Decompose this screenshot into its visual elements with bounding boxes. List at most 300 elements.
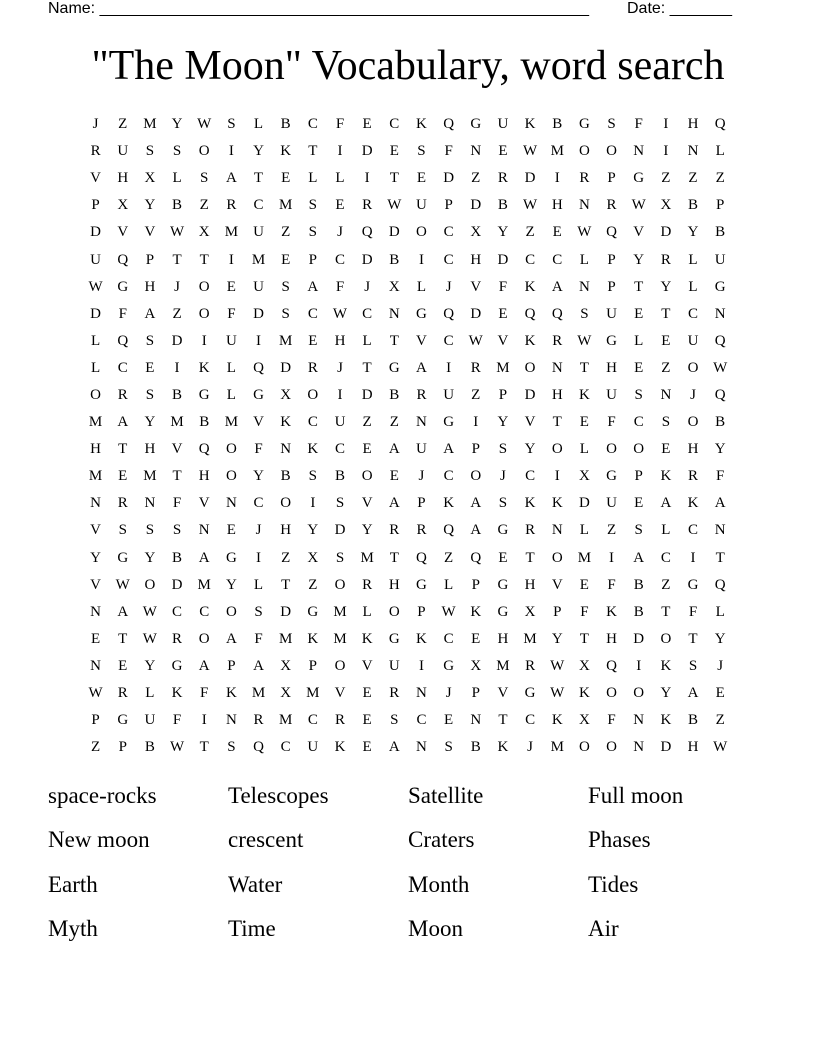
grid-row — [82, 165, 734, 192]
word-list-item: Myth — [48, 915, 98, 941]
grid-letter: X — [660, 197, 672, 214]
grid-letter: G — [416, 576, 427, 593]
grid-letter: R — [688, 468, 699, 485]
grid-letter: K — [578, 386, 590, 403]
grid-letter: P — [417, 603, 426, 620]
grid-letter: G — [497, 522, 509, 539]
grid-letter: D — [633, 630, 645, 647]
grid-letter: G — [714, 278, 726, 295]
grid-letter: E — [552, 224, 562, 241]
grid-letter: N — [198, 522, 210, 539]
grid-letter: D — [470, 305, 482, 322]
grid-letter: N — [660, 386, 672, 403]
grid-letter: I — [310, 495, 316, 512]
grid-letter: G — [633, 170, 645, 187]
grid-letter: C — [660, 549, 671, 566]
grid-letter: C — [253, 495, 264, 512]
grid-letter: Q — [443, 116, 455, 133]
grid-letter: U — [253, 224, 264, 241]
grid-letter: J — [445, 278, 452, 295]
grid-letter: B — [172, 197, 183, 214]
grid-letter: S — [498, 495, 508, 512]
grid-letter: J — [527, 739, 533, 756]
grid-letter: F — [444, 143, 453, 160]
grid-letter: V — [253, 414, 264, 431]
grid-letter: N — [687, 143, 699, 160]
grid-letter: J — [418, 468, 425, 485]
grid-letter: J — [337, 224, 343, 241]
grid-letter: U — [443, 386, 455, 403]
grid-letter: N — [470, 712, 482, 729]
grid-letter: L — [579, 251, 589, 268]
grid-row — [82, 653, 734, 680]
grid-letter: A — [443, 441, 455, 458]
grid-letter: Q — [714, 332, 726, 349]
grid-letter: U — [388, 657, 400, 674]
grid-letter: G — [198, 386, 210, 403]
grid-letter: C — [443, 224, 454, 241]
grid-letter: C — [307, 414, 318, 431]
grid-letter: H — [334, 332, 346, 349]
grid-letter: S — [335, 495, 345, 512]
grid-letter: R — [389, 685, 400, 702]
grid-letter: F — [335, 116, 345, 133]
grid-letter: E — [389, 143, 399, 160]
grid-letter: A — [388, 441, 400, 458]
grid-letter: V — [144, 224, 156, 241]
grid-letter: W — [713, 739, 728, 756]
grid-letter: O — [524, 359, 536, 376]
grid-letter: E — [362, 441, 372, 458]
grid-letter: I — [256, 332, 262, 349]
grid-letter: X — [388, 278, 400, 295]
grid-letter: K — [687, 495, 699, 512]
grid-letter: C — [199, 603, 210, 620]
grid-letter: M — [333, 630, 347, 647]
grid-row — [82, 328, 734, 355]
grid-letter: I — [418, 657, 424, 674]
grid-letter: N — [416, 414, 427, 431]
grid-letter: G — [443, 657, 455, 674]
grid-letter: E — [118, 657, 128, 674]
grid-letter: Z — [661, 170, 671, 187]
grid-letter: H — [687, 116, 699, 133]
grid-letter: Y — [551, 630, 563, 647]
grid-letter: P — [145, 251, 155, 268]
grid-letter: I — [201, 712, 207, 729]
grid-letter: D — [524, 170, 536, 187]
grid-letter: K — [443, 495, 455, 512]
grid-row — [82, 734, 734, 761]
grid-letter: N — [633, 143, 645, 160]
grid-letter: U — [253, 278, 264, 295]
grid-letter: Y — [144, 549, 156, 566]
grid-letter: E — [281, 170, 291, 187]
grid-letter: B — [470, 739, 481, 756]
grid-letter: G — [606, 468, 617, 485]
grid-letter: F — [172, 712, 182, 729]
grid-letter: D — [90, 305, 101, 322]
grid-letter: D — [280, 359, 292, 376]
grid-letter: Q — [524, 305, 536, 322]
grid-letter: J — [255, 522, 262, 539]
grid-letter: H — [280, 522, 292, 539]
grid-letter: E — [471, 630, 481, 647]
grid-letter: V — [497, 332, 509, 349]
grid-letter: D — [388, 224, 400, 241]
grid-letter: O — [361, 468, 373, 485]
grid-letter: S — [145, 386, 155, 403]
grid-letter: A — [470, 495, 482, 512]
grid-letter: I — [201, 332, 207, 349]
grid-letter: P — [553, 603, 562, 620]
grid-letter: S — [634, 522, 643, 539]
grid-letter: H — [606, 359, 617, 376]
grid-letter: L — [416, 278, 427, 295]
grid-letter: K — [660, 657, 672, 674]
grid-letter: L — [688, 251, 698, 268]
grid-row — [82, 517, 734, 544]
grid-letter: F — [688, 603, 698, 620]
grid-letter: U — [90, 251, 101, 268]
grid-letter: F — [716, 468, 725, 485]
grid-letter: E — [661, 441, 671, 458]
grid-letter: K — [470, 603, 482, 620]
grid-letter: W — [550, 685, 565, 702]
grid-letter: D — [470, 197, 482, 214]
grid-letter: Z — [172, 305, 182, 322]
grid-letter: G — [687, 576, 699, 593]
grid-letter: V — [470, 278, 482, 295]
grid-letter: M — [88, 468, 103, 485]
grid-letter: U — [714, 251, 726, 268]
grid-letter: G — [117, 549, 129, 566]
grid-letter: K — [171, 685, 183, 702]
name-field-line: Name: _______________________________________________________ — [48, 0, 589, 17]
grid-letter: N — [633, 712, 645, 729]
grid-letter: S — [145, 522, 155, 539]
grid-letter: E — [362, 685, 372, 702]
grid-letter: T — [389, 549, 399, 566]
grid-letter: O — [198, 278, 210, 295]
grid-letter: G — [606, 332, 617, 349]
grid-letter: L — [226, 386, 236, 403]
grid-letter: Q — [551, 305, 563, 322]
grid-letter: C — [334, 441, 345, 458]
grid-letter: T — [634, 278, 644, 295]
grid-letter: M — [333, 603, 347, 620]
grid-letter: Q — [606, 224, 617, 241]
grid-letter: Y — [660, 278, 672, 295]
grid-letter: K — [524, 332, 536, 349]
grid-letter: O — [551, 441, 563, 458]
grid-letter: Y — [497, 224, 509, 241]
grid-letter: N — [416, 739, 427, 756]
grid-letter: R — [525, 522, 536, 539]
grid-letter: B — [497, 197, 508, 214]
grid-letter: G — [388, 359, 400, 376]
grid-row — [82, 219, 734, 246]
grid-letter: B — [715, 224, 726, 241]
grid-row — [82, 355, 734, 382]
grid-letter: R — [253, 712, 264, 729]
grid-letter: T — [389, 332, 399, 349]
grid-letter: V — [361, 495, 373, 512]
grid-letter: C — [443, 251, 454, 268]
grid-letter: H — [117, 170, 129, 187]
grid-letter: T — [661, 603, 671, 620]
grid-letter: B — [688, 197, 699, 214]
grid-letter: K — [334, 739, 346, 756]
grid-letter: F — [607, 414, 616, 431]
grid-letter: P — [716, 197, 725, 214]
grid-letter: D — [90, 224, 101, 241]
grid-letter: T — [199, 739, 209, 756]
grid-letter: V — [90, 576, 101, 593]
grid-letter: J — [364, 278, 371, 295]
grid-letter: M — [279, 630, 293, 647]
grid-letter: G — [225, 549, 237, 566]
grid-letter: D — [171, 332, 183, 349]
grid-letter: W — [631, 197, 646, 214]
grid-letter: O — [470, 468, 482, 485]
grid-letter: R — [172, 630, 183, 647]
grid-letter: E — [389, 468, 399, 485]
grid-row — [82, 111, 734, 138]
grid-letter: K — [524, 495, 536, 512]
grid-letter: A — [144, 305, 156, 322]
grid-letter: P — [308, 657, 317, 674]
grid-letter: K — [307, 441, 319, 458]
grid-letter: G — [307, 603, 319, 620]
grid-letter: G — [416, 305, 427, 322]
grid-letter: N — [714, 305, 726, 322]
word-list-item: Satellite — [408, 783, 484, 808]
grid-letter: Y — [524, 441, 536, 458]
grid-letter: F — [227, 305, 236, 322]
grid-letter: Z — [525, 224, 535, 241]
grid-letter: B — [633, 576, 644, 593]
grid-letter: M — [170, 414, 184, 431]
grid-letter: C — [552, 251, 563, 268]
grid-letter: J — [337, 359, 343, 376]
grid-row — [82, 274, 734, 301]
grid-letter: R — [470, 359, 481, 376]
grid-letter: B — [633, 603, 644, 620]
grid-letter: W — [387, 197, 402, 214]
grid-letter: S — [200, 170, 209, 187]
grid-letter: E — [634, 359, 644, 376]
grid-letter: T — [199, 251, 209, 268]
grid-letter: R — [606, 197, 617, 214]
grid-letter: D — [361, 143, 373, 160]
grid-letter: V — [334, 685, 346, 702]
grid-letter: C — [688, 305, 699, 322]
grid-letter: T — [172, 468, 182, 485]
grid-letter: P — [607, 278, 616, 295]
grid-letter: I — [228, 143, 234, 160]
grid-letter: C — [443, 332, 454, 349]
grid-letter: M — [496, 657, 510, 674]
grid-letter: O — [578, 739, 590, 756]
grid-letter: H — [470, 251, 482, 268]
grid-letter: R — [660, 251, 671, 268]
grid-letter: O — [334, 576, 346, 593]
grid-row — [82, 545, 734, 572]
grid-letter: J — [500, 468, 506, 485]
grid-letter: N — [551, 359, 563, 376]
grid-letter: I — [663, 143, 669, 160]
grid-letter: O — [388, 603, 400, 620]
grid-letter: E — [90, 630, 101, 647]
grid-letter: Q — [117, 251, 129, 268]
grid-letter: E — [362, 712, 372, 729]
grid-letter: J — [445, 685, 452, 702]
grid-letter: F — [172, 495, 182, 512]
grid-letter: U — [497, 116, 509, 133]
grid-letter: I — [364, 170, 370, 187]
grid-letter: F — [634, 116, 643, 133]
grid-letter: H — [144, 278, 156, 295]
word-list-item: Water — [228, 871, 283, 897]
grid-letter: T — [688, 630, 698, 647]
grid-letter: H — [144, 441, 156, 458]
grid-letter: P — [118, 739, 127, 756]
grid-letter: A — [660, 495, 672, 512]
grid-letter: O — [660, 630, 672, 647]
grid-letter: Q — [443, 305, 455, 322]
grid-letter: J — [690, 386, 696, 403]
word-list-item: Moon — [408, 915, 463, 941]
grid-row — [82, 707, 734, 734]
grid-letter: A — [253, 657, 264, 674]
grid-letter: L — [362, 332, 372, 349]
grid-letter: L — [253, 116, 264, 133]
grid-letter: O — [687, 359, 699, 376]
grid-letter: M — [251, 685, 266, 702]
grid-letter: B — [172, 549, 183, 566]
grid-letter: N — [551, 522, 563, 539]
grid-letter: B — [144, 739, 155, 756]
grid-letter: C — [334, 251, 345, 268]
grid-letter: G — [117, 712, 129, 729]
grid-letter: Q — [714, 576, 726, 593]
grid-letter: O — [551, 549, 563, 566]
grid-letter: T — [389, 170, 399, 187]
grid-letter: O — [334, 657, 346, 674]
grid-letter: Q — [253, 739, 264, 756]
grid-letter: M — [197, 576, 211, 593]
grid-letter: R — [117, 685, 128, 702]
grid-letter: L — [661, 522, 671, 539]
grid-letter: S — [661, 414, 671, 431]
grid-letter: D — [497, 251, 509, 268]
grid-letter: X — [578, 468, 590, 485]
grid-letter: L — [362, 603, 372, 620]
grid-letter: Q — [714, 386, 726, 403]
grid-letter: Y — [253, 468, 264, 485]
grid-letter: R — [389, 522, 400, 539]
grid-letter: K — [660, 468, 672, 485]
grid-letter: B — [552, 116, 563, 133]
grid-letter: I — [337, 143, 343, 160]
grid-letter: B — [688, 712, 699, 729]
grid-letter: O — [280, 495, 292, 512]
grid-letter: W — [142, 630, 157, 647]
grid-letter: E — [118, 468, 128, 485]
grid-letter: O — [225, 468, 237, 485]
grid-letter: T — [579, 359, 589, 376]
grid-letter: E — [226, 278, 236, 295]
grid-letter: I — [663, 116, 669, 133]
grid-letter: H — [90, 441, 101, 458]
grid-letter: Q — [198, 441, 210, 458]
grid-letter: M — [523, 630, 537, 647]
grid-letter: Y — [361, 522, 373, 539]
grid-row — [82, 301, 734, 328]
grid-letter: B — [389, 386, 400, 403]
page-title: "The Moon" Vocabulary, word search — [91, 43, 725, 89]
grid-letter: T — [498, 712, 508, 729]
grid-letter: N — [90, 657, 101, 674]
grid-letter: V — [90, 522, 101, 539]
grid-letter: Z — [90, 739, 101, 756]
grid-letter: K — [361, 630, 373, 647]
grid-letter: V — [361, 657, 373, 674]
grid-letter: F — [200, 685, 209, 702]
grid-letter: L — [335, 170, 345, 187]
grid-letter: G — [497, 603, 509, 620]
letter-grid — [82, 111, 734, 761]
grid-row — [82, 463, 734, 490]
grid-letter: X — [578, 657, 590, 674]
grid-letter: P — [91, 197, 100, 214]
grid-letter: I — [174, 359, 180, 376]
grid-letter: H — [687, 739, 699, 756]
grid-letter: E — [308, 332, 318, 349]
grid-letter: W — [169, 224, 185, 241]
grid-letter: P — [498, 386, 508, 403]
grid-letter: Z — [688, 170, 698, 187]
grid-letter: X — [470, 657, 482, 674]
grid-letter: N — [714, 522, 726, 539]
grid-letter: Z — [471, 170, 481, 187]
grid-letter: W — [88, 685, 103, 702]
grid-letter: O — [578, 143, 590, 160]
grid-letter: S — [145, 143, 155, 160]
grid-letter: C — [688, 522, 699, 539]
word-list — [48, 774, 768, 951]
grid-letter: E — [416, 170, 427, 187]
grid-letter: Y — [144, 414, 156, 431]
grid-letter: Y — [90, 549, 101, 566]
grid-letter: R — [497, 170, 508, 187]
grid-letter: O — [633, 441, 645, 458]
grid-letter: S — [634, 386, 643, 403]
grid-letter: N — [416, 685, 427, 702]
grid-letter: W — [577, 224, 592, 241]
grid-letter: U — [606, 305, 617, 322]
grid-letter: P — [227, 657, 236, 674]
grid-letter: D — [334, 522, 346, 539]
grid-letter: O — [633, 685, 645, 702]
grid-letter: U — [606, 495, 617, 512]
grid-letter: W — [522, 143, 538, 160]
grid-letter: Q — [117, 332, 129, 349]
grid-letter: U — [687, 332, 699, 349]
grid-letter: S — [227, 739, 236, 756]
grid-letter: I — [473, 414, 479, 431]
